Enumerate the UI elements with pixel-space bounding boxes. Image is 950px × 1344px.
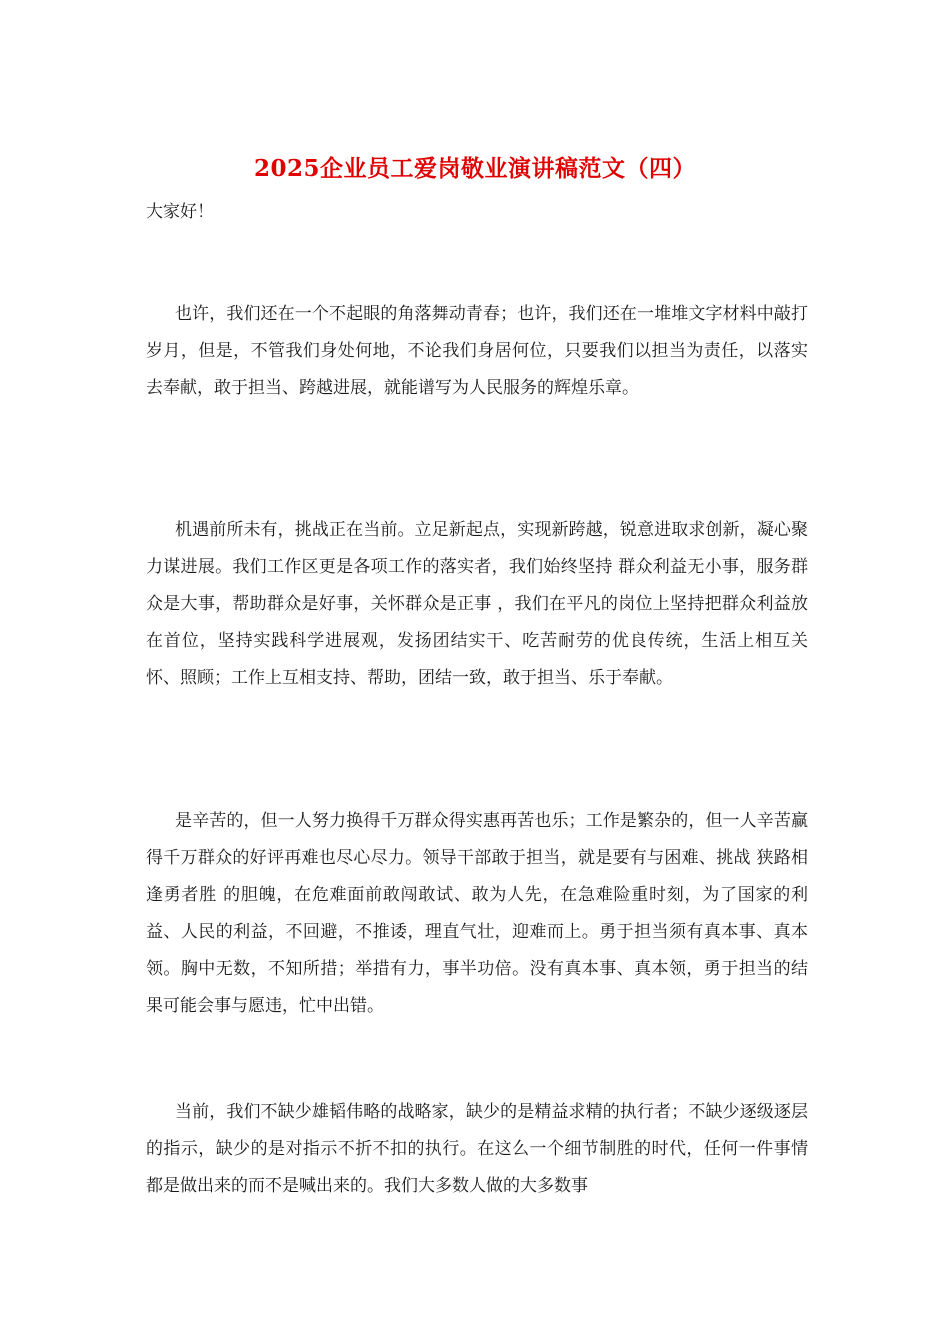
paragraph: 当前，我们不缺少雄韬伟略的战略家，缺少的是精益求精的执行者；不缺少逐级逐层的指示，缺少的是对指示不折不扣的执行。在这么一个细节制胜的时代，任何一件事情都是做出来的而不是喊出来的。我们大多数人做的大多数事 <box>146 1102 808 1196</box>
paragraph: 是辛苦的，但一人努力换得千万群众得实惠再苦也乐；工作是繁杂的，但一人辛苦赢得千万群众的好评再难也尽心尽力。领导干部敢于担当，就是要有与困难、挑战 狭路相逢勇者胜 的胆魄，在危难面前敢闯敢试、敢为人先，在急难险重时刻，为了国家的利益、人民的利益，不回避，不推诿，理直气壮，迎难而上。勇于担当须有真本事、真本领。胸中无数，不知所措；举措有力，事半功倍。没有真本事、真本领，勇于担当的结果可能会事与愿违，忙中出错。 <box>146 811 808 1016</box>
paragraph: 也许，我们还在一个不起眼的角落舞动青春；也许，我们还在一堆堆文字材料中敲打岁月，但是，不管我们身处何地，不论我们身居何位，只要我们以担当为责任，以落实去奉献，敢于担当、跨越进展，就能谱写为人民服务的辉煌乐章。 <box>146 304 808 398</box>
document-title: 2025企业员工爱岗敬业演讲稿范文（四） <box>253 155 696 182</box>
paragraph: 机遇前所未有，挑战正在当前。立足新起点，实现新跨越，锐意进取求创新，凝心聚力谋进展。我们工作区更是各项工作的落实者，我们始终坚持 群众利益无小事，服务群众是大事，帮助群众是好事，关怀群众是正事 ，我们在平凡的岗位上坚持把群众利益放在首位，坚持实践科学进展观，发扬团结实干、吃苦耐劳的优良传统，生活上相互关怀、照顾；工作上互相支持、帮助，团结一致，敢于担当、乐于奉献。 <box>146 520 808 688</box>
greeting-text: 大家好！ <box>146 202 214 222</box>
